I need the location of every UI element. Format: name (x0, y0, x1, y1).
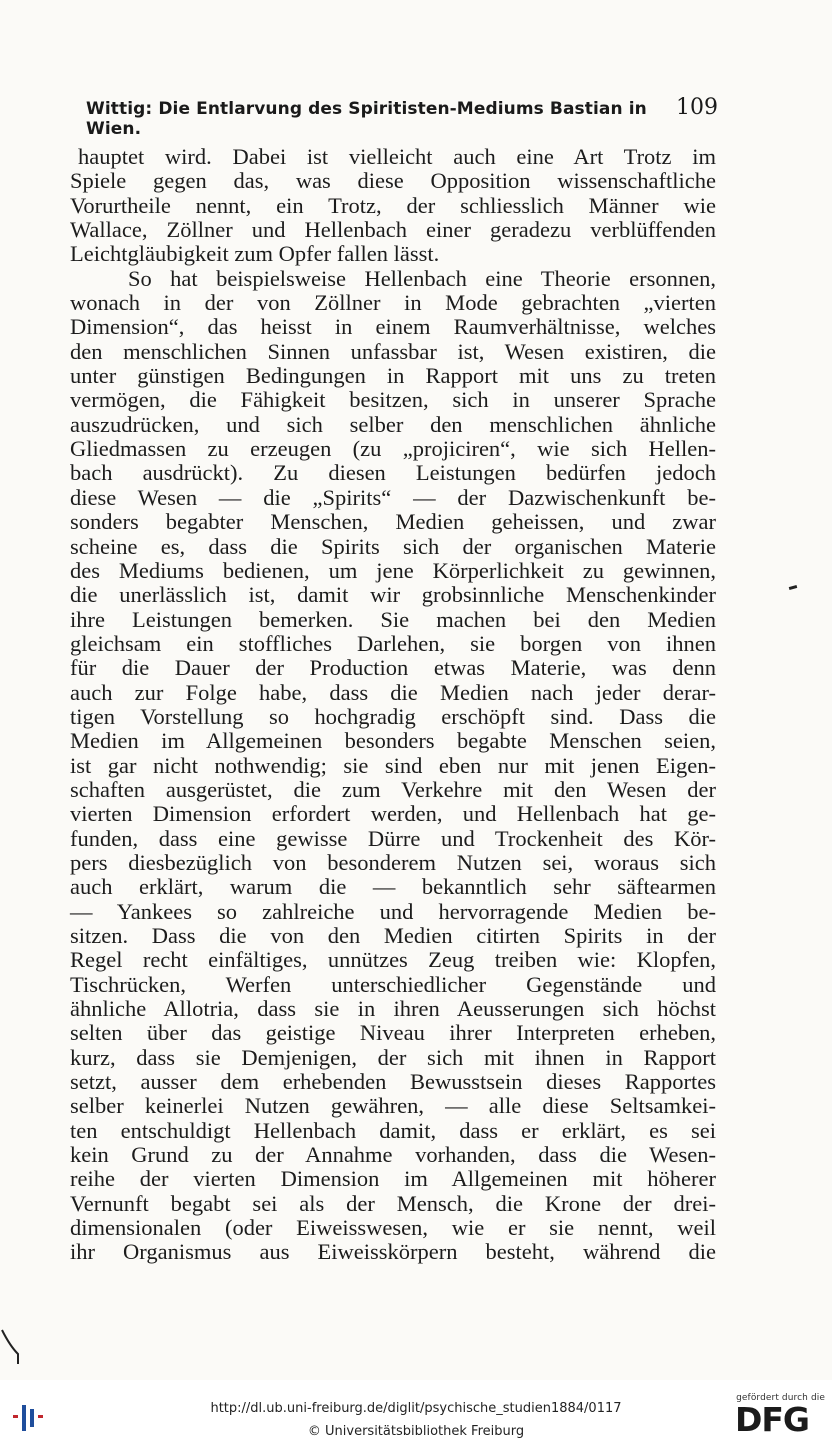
text-line: bach ausdrückt). Zu diesen Leistungen bedürfen jedoch (70, 460, 716, 486)
page-number: 109 (676, 95, 718, 120)
text-line: kein Grund zu der Annahme vorhanden, dass die Wesen- (70, 1142, 716, 1168)
text-line: funden, dass eine gewisse Dürre und Trockenheit des Kör- (70, 825, 716, 851)
text-line: ihr Organismus aus Eiweisskörpern besteht, während die (70, 1239, 716, 1265)
text-line: auszudrücken, und sich selber den menschlichen ähnliche (70, 411, 716, 437)
text-line: unter günstigen Bedingungen in Rapport mit uns zu treten (70, 363, 716, 389)
text-line: Regel recht einfältiges, unnützes Zeug treiben wie: Klopfen, (70, 947, 716, 973)
text-line: auch zur Folge habe, dass die Medien nach jeder derar- (70, 679, 716, 705)
text-line: sonders begabter Menschen, Medien geheissen, und zwar (70, 509, 716, 535)
viewer-footer (0, 1385, 832, 1446)
text-line: Tischrücken, Werfen unterschiedlicher Gegenstände und (70, 971, 716, 997)
text-line: selber keinerlei Nutzen gewähren, — alle diese Seltsamkei- (70, 1093, 716, 1119)
text-line: pers diesbezüglich von besonderem Nutzen sei, woraus sich (70, 849, 716, 875)
running-title: Wittig: Die Entlarvung des Spiritisten-Mediums Bastian in Wien. (86, 99, 647, 139)
text-line: kurz, dass sie Demjenigen, der sich mit ihnen in Rapport (70, 1044, 716, 1070)
text-line: scheine es, dass die Spirits sich der organischen Materie (70, 533, 716, 559)
text-line: Leichtgläubigkeit zum Opfer fallen lässt. (70, 241, 440, 267)
dfg-caption: gefördert durch die (736, 1393, 825, 1403)
text-line: des Mediums bedienen, um jene Körperlichkeit zu gewinnen, (70, 557, 716, 583)
scan-blemish-mark (789, 585, 798, 590)
scan-corner-mark (0, 1328, 24, 1368)
text-line: dimensionalen (oder Eiweisswesen, wie er sie nennt, weil (70, 1215, 716, 1241)
text-line: hauptet wird. Dabei ist vielleicht auch eine Art Trotz im (78, 144, 716, 169)
text-line: Dimension“, das heisst in einem Raumverhältnisse, welches (70, 314, 716, 340)
text-line: sitzen. Dass die von den Medien citirten Spirits in der (70, 923, 716, 948)
text-line: Wallace, Zöllner und Hellenbach einer geradezu verblüffenden (70, 217, 716, 243)
text-line: auch erklärt, warum die — bekanntlich sehr säftearmen (70, 874, 716, 900)
text-line: schaften ausgerüstet, die zum Verkehre mit den Wesen der (70, 776, 716, 802)
text-line: diese Wesen — die „Spirits“ — der Dazwischenkunft be- (70, 484, 716, 510)
text-line: Vernunft begabt sei als der Mensch, die Krone der drei- (70, 1190, 716, 1216)
text-line: die unerlässlich ist, damit wir grobsinnliche Menschenkinder (70, 582, 716, 608)
text-line: selten über das geistige Niveau ihrer Interpreten erheben, (70, 1020, 716, 1046)
running-head (86, 95, 718, 139)
footer-copyright: © Universitätsbibliothek Freiburg (307, 1424, 525, 1439)
text-line: Vorurtheile nennt, ein Trotz, der schliesslich Männer wie (70, 192, 716, 218)
text-line: reihe der vierten Dimension im Allgemeinen mit höherer (70, 1166, 716, 1192)
footer-url-link[interactable]: http://dl.ub.uni-freiburg.de/diglit/psychische_studien1884/0117 (210, 1401, 622, 1416)
text-line: für die Dauer der Production etwas Materie, was denn (70, 655, 716, 681)
text-line: gleichsam ein stoffliches Darlehen, sie borgen von ihnen (70, 630, 716, 656)
text-line: Spiele gegen das, was diese Opposition wissenschaftliche (70, 168, 716, 194)
text-line: ten entschuldigt Hellenbach damit, dass er erklärt, es sei (70, 1117, 716, 1143)
text-line: — Yankees so zahlreiche und hervorragende Medien be- (70, 898, 716, 924)
text-line: Gliedmassen zu erzeugen (zu „projiciren“, wie sich Hellen- (70, 436, 716, 462)
text-line: So hat beispielsweise Hellenbach eine Theorie ersonnen, (128, 265, 716, 291)
text-line: wonach in der von Zöllner in Mode gebrachten „vierten (70, 290, 716, 316)
text-line: tigen Vorstellung so hochgradig erschöpft sind. Dass die (70, 703, 716, 729)
text-line: vermögen, die Fähigkeit besitzen, sich in unserer Sprache (70, 387, 716, 413)
dfg-logo (735, 1393, 825, 1437)
text-line: vierten Dimension erfordert werden, und Hellenbach hat ge- (70, 801, 716, 827)
body-text (70, 145, 716, 1265)
text-line: ihre Leistungen bemerken. Sie machen bei den Medien (70, 606, 716, 632)
dfg-wordmark: DFG (735, 1400, 810, 1439)
text-line: den menschlichen Sinnen unfassbar ist, Wesen existiren, die (70, 338, 716, 364)
text-line: ist gar nicht nothwendig; sie sind eben nur mit jenen Eigen- (70, 752, 716, 778)
text-line: ähnliche Allotria, dass sie in ihren Aeusserungen sich höchst (70, 996, 716, 1022)
text-line: setzt, ausser dem erhebenden Bewusstsein dieses Rapportes (70, 1069, 716, 1095)
text-line: Medien im Allgemeinen besonders begabte Menschen seien, (70, 728, 716, 754)
